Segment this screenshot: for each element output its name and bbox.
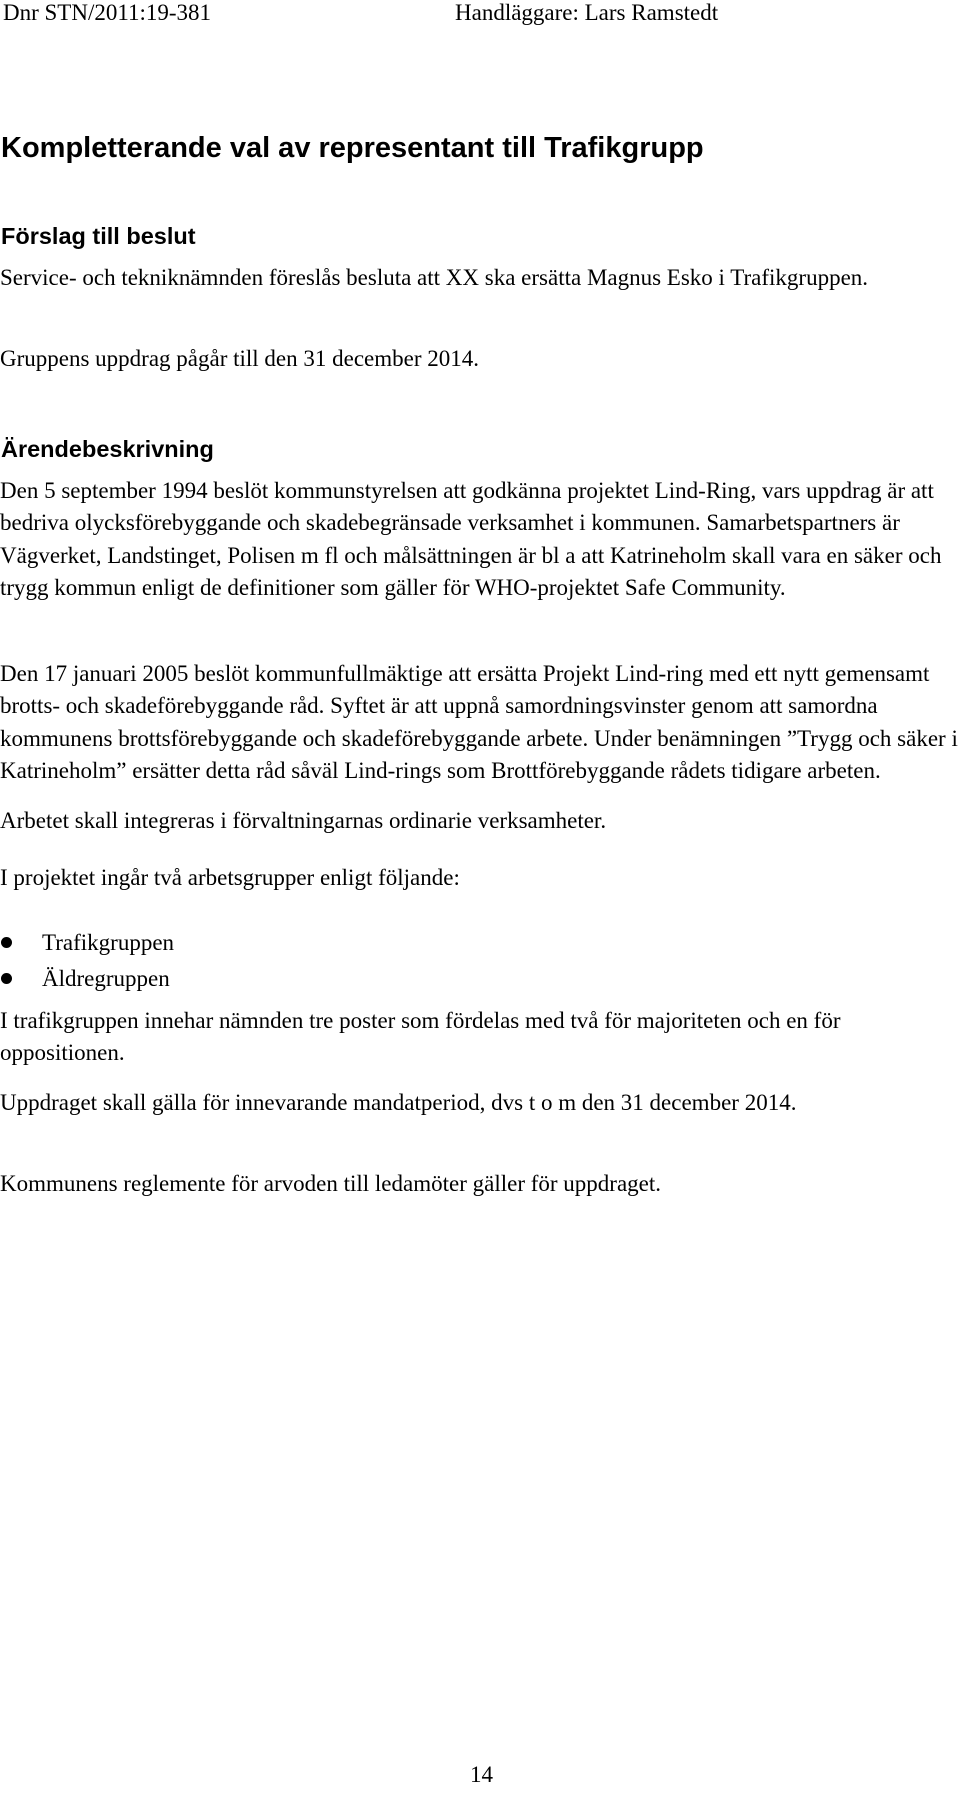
proposal-duration-paragraph: Gruppens uppdrag pågår till den 31 december 2014.	[0, 346, 480, 371]
bullet-icon	[1, 973, 12, 984]
document-number: Dnr STN/2011:19-381	[3, 0, 212, 25]
description-paragraph-5: I trafikgruppen innehar nämnden tre poster som fördelas med två för majoriteten och en för oppositionen.	[0, 1008, 841, 1066]
list-item-label: Äldregruppen	[42, 966, 170, 991]
proposal-heading: Förslag till beslut	[1, 223, 196, 249]
description-paragraph-3: Arbetet skall integreras i förvaltningarnas ordinarie verksamheter.	[0, 808, 607, 833]
description-paragraph-6: Uppdraget skall gälla för innevarande mandatperiod, dvs t o m den 31 december 2014.	[0, 1090, 797, 1115]
description-paragraph-1: Den 5 september 1994 beslöt kommunstyrelsen att godkänna projektet Lind-Ring, vars uppdrag är att bedriva olycksförebyggande och skadebegränsade verksamhet i kommunen. Samarbetspartners är Vägverket, Landstinget, Polisen m fl och målsättningen är bl a att Katrineholm skall vara en säker och trygg kommun enligt de definitioner som gäller för WHO-projektet Safe Community.	[0, 478, 942, 600]
description-heading: Ärendebeskrivning	[1, 436, 214, 462]
description-paragraph-2: Den 17 januari 2005 beslöt kommunfullmäktige att ersätta Projekt Lind-ring med ett nytt gemensamt brotts- och skadeförebyggande råd. Syftet är att uppnå samordningsvinster genom att samordna kommunens brottsförebyggande och skadeförebyggande arbete. Under benämningen ”Trygg och säker i Katrineholm” ersätter detta råd såväl Lind-rings som Brottförebyggande rådets tidigare arbeten.	[0, 661, 958, 783]
document-title: Kompletterande val av representant till Trafikgrupp	[1, 132, 704, 164]
page-number: 14	[470, 1762, 493, 1787]
proposal-paragraph: Service- och tekniknämnden föreslås besluta att XX ska ersätta Magnus Esko i Trafikgruppen.	[0, 265, 869, 290]
list-item	[0, 925, 174, 961]
page-header	[0, 0, 960, 40]
list-item	[0, 961, 174, 997]
bullet-icon	[1, 937, 12, 948]
description-paragraph-4: I projektet ingår två arbetsgrupper enligt följande:	[0, 865, 460, 890]
working-groups-list	[0, 925, 174, 997]
handler-name: Handläggare: Lars Ramstedt	[455, 0, 719, 25]
description-paragraph-7: Kommunens reglemente för arvoden till ledamöter gäller för uppdraget.	[0, 1171, 662, 1196]
list-item-label: Trafikgruppen	[42, 930, 175, 955]
